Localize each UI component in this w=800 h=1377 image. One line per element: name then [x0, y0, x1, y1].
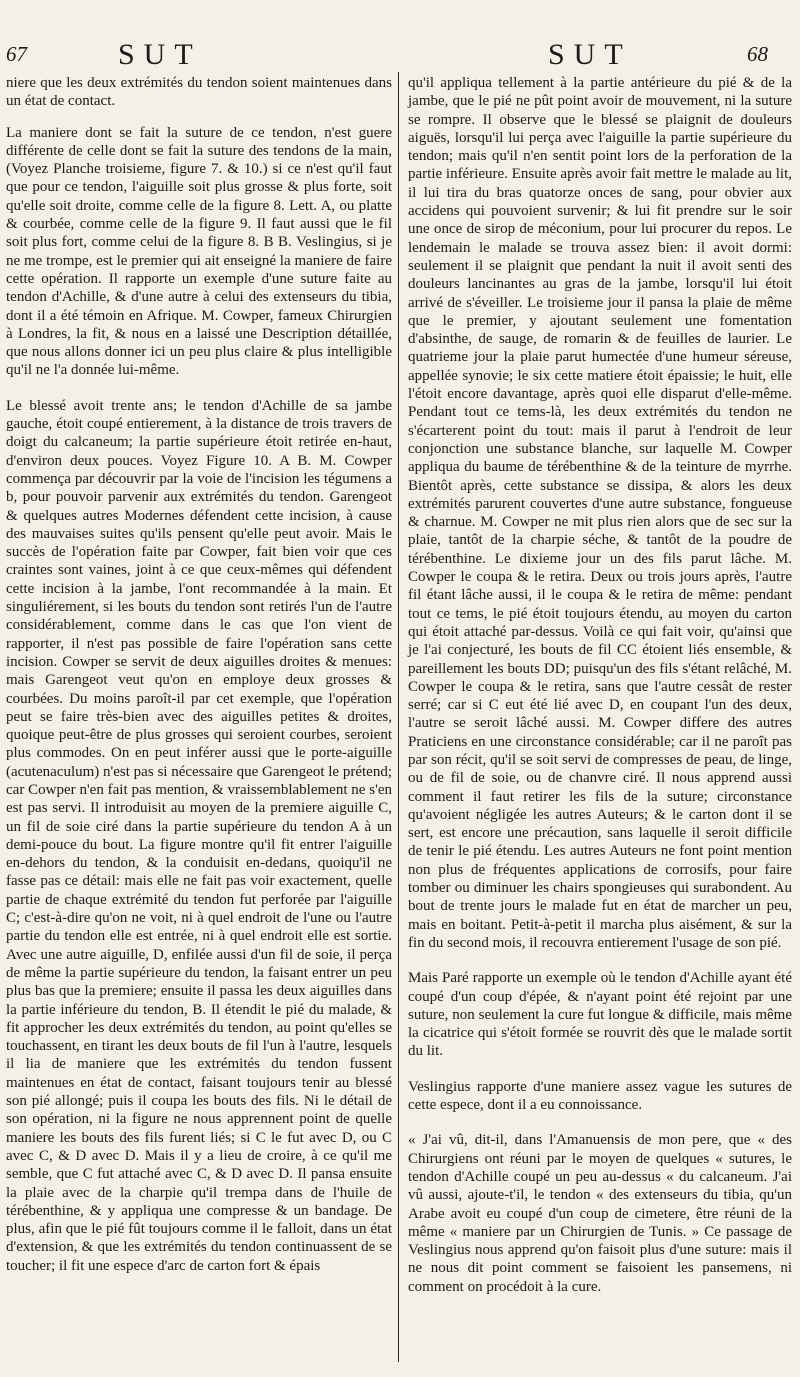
right-quotation: « J'ai vû, dit-il, dans l'Amanuensis de mon pere, que « des Chirurgiens ont réuni par le moyen de quelques « sutures, le tendon d'Achille coupé un peu au-dessus « du calcaneum. J'ai vû aussi, ajoute-t'il, le tendon « des extenseurs du tibia, qu'un Arabe avoit eu coupé d'un coup de cimetere, être réuni de la même « maniere par un Chirurgien de Tunis. » Ce passage de Veslingius nous apprend qu'on faisoit plus d'une suture: mais il ne nous dit point comment se faisoient les pansemens, ni comment on procédoit à la cure.	[408, 1132, 792, 1295]
page-header	[0, 38, 800, 78]
left-running-head: SUT	[118, 38, 202, 71]
right-running-head: SUT	[548, 38, 632, 71]
left-paragraph-3: Le blessé avoit trente ans; le tendon d'Achille de sa jambe gauche, étoit coupé entierement, à la distance de trois travers de doigt du calcaneum; la partie supérieure étoit retirée en-haut, d'environ deux pouces. Voyez Figure 10. A B. M. Cowper commença par découvrir par la voie de l'incision les tégumens a b, pour pouvoir parvenir aux extrémités du tendon. Garengeot & quelques autres Modernes défendent cette incision, à cause des mauvaises suites qu'ils pensent qu'elle peut avoir. Mais le succès de l'opération faite par Cowper, fait bien voir que ces craintes sont vaines, joint à ce que ceux-mêmes qui défendent cette incision à la jambe, l'ont recommandée à la main. Et singuliérement, si les bouts du tendon sont retirés l'un de l'autre considérablement, comme dans le cas que l'on vient de rapporter, il n'est pas possible de faire l'opération sans cette incision. Cowper se servit de deux aiguilles droites & menues: mais Garengeot veut qu'on en employe deux grosses & courbées. Du moins paroît-il par cet exemple, que l'opération peut se faire très-bien avec des aiguilles petites & droites, quoique peut-être de plus grosses qui seroient courbes, seroient plus commodes. On en peut inférer aussi que le porte-aiguille (acutenaculum) n'est pas si nécessaire que Garengeot le prétend; car Cowper n'en fait pas mention, & vraissemblablement ne s'en est pas servi. Il introduisit au moyen de la premiere aiguille C, un fil de soie ciré dans la partie supérieure du tendon A à un demi-pouce du bout. La figure montre qu'il fit entrer l'aiguille en-dehors du tendon, & la conduisit en-dedans, quoiqu'il ne fasse pas ce détail: mais elle ne fait pas voir exactement, quelle partie de chaque extrémité du tendon fut perforée par l'aiguille C; c'est-à-dire qu'on ne voit, ni à quel endroit de l'une ou l'autre partie du tendon elle est entrée, ni à quel endroit elle est sortie. Avec une autre aiguille, D, enfilée aussi d'un fil de soie, il perça de même la partie supérieure du tendon, la faisant entrer un peu plus bas que la premiere; ensuite il passa les deux aiguilles dans la partie inférieure du tendon, B. Il étendit le pié du malade, & fit approcher les deux extrémités du tendon, au point qu'elles se touchassent, en tirant les deux bouts de fil l'un à l'autre, lesquels il lia de maniere que les extrémités du tendon fussent maintenues en état de contact, faisant toujours tenir au blessé son pié allongé; puis il coupa les bouts des fils. Ni le détail de son opération, ni la figure ne nous apprennent point de quelle maniere les bouts des fils furent liés; si C le fut avec D, ou C avec C, & D avec D. Mais il y a lieu de croire, à ce qu'il me semble, que C fut attaché avec C, & D avec D. Il pansa ensuite la plaie avec de la charpie qu'il trempa dans de l'huile de térébenthine, & y appliqua une compresse & un bandage. De plus, afin que le pié fût toujours comme il le falloit, dans un état d'extension, & que les extrémités du tendon continuassent de se toucher; il fit une espece d'arc de carton fort & épais	[6, 397, 392, 1274]
right-paragraph-2: Mais Paré rapporte un exemple où le tendon d'Achille ayant été coupé d'un coup d'épée, & n'ayant point été rejoint par une suture, non seulement la cure fut longue & difficile, mais même la cicatrice qui s'étoit formée se rouvrit dès que le malade sortit du lit.	[408, 970, 792, 1060]
left-paragraph-2: La maniere dont se fait la suture de ce tendon, n'est guere différente de celle dont se fait la suture des tendons de la main, (Voyez Planche troisieme, figure 7. & 10.) si ce n'est qu'il faut que pour ce tendon, l'aiguille soit plus grosse & plus forte, soit qu'elle soit droite, comme celle de la figure 8. Lett. A, ou platte & courbée, comme celle de la figure 9. Il faut aussi que le fil soit plus fort, comme celui de la figure 8. B B. Veslingius, si je ne me trompe, est le premier qui ait enseigné la maniere de faire cette opération. Il rapporte un exemple d'une suture faite au tendon d'Achille, & d'une autre à celui des extenseurs du tibia, dont il a été témoin en Afrique. M. Cowper, fameux Chirurgien à Londres, la fit, & nous en a laissé une Description détaillée, que nous allons donner ici un peu plus claire & plus intelligible qu'il ne l'a donnée lui-même.	[6, 124, 392, 379]
right-page-number: 68	[747, 42, 768, 66]
right-paragraph-3: Veslingius rapporte d'une maniere assez vague les sutures de cette espece, dont il a eu connoissance.	[408, 1078, 792, 1114]
left-page-number: 67	[6, 42, 27, 66]
right-column	[408, 74, 792, 1296]
left-paragraph-1: niere que les deux extrémités du tendon soient maintenues dans un état de contact.	[6, 75, 392, 110]
left-column	[6, 74, 392, 1292]
right-paragraph-1: qu'il appliqua tellement à la partie antérieure du pié & de la jambe, que le pié ne pût point avoir de mouvement, ni la suture se rompre. Il observe que le blessé se plaignit de douleurs aiguës, lorsqu'il lui perça avec l'aiguille la partie supérieure du tendon; mais qu'il n'en sentit point lors de la perforation de la partie inférieure. Ensuite après avoir fait mettre le malade au lit, il lui tira du bras quatorze onces de sang, pour obvier aux accidens qui pouvoient survenir; & lui fit prendre sur le soir une once de sirop de méconium, pour lui procurer du repos. Le lendemain le malade se trouva assez bien: il avoit dormi: seulement il se plaignit que pendant la nuit il avoit senti des douleurs lancinantes au gras de la jambe, lorsqu'il lui étoit arrivé de s'éveiller. Le troisieme jour il pansa la plaie de même que le premier, y ajoutant seulement une fomentation d'absinthe, de sauge, de romarin & de feuilles de laurier. Le quatrieme jour la plaie parut humectée d'une humeur séreuse, appellée synovie; le six cette matiere étoit épaissie; le huit, elle l'étoit encore davantage, après quoi elle disparut d'elle-même. Pendant tout ce tems-là, les deux extrémités du tendon ne s'écarterent point du tout: mais il parut à l'endroit de leur conjonction une substance blanche, sur laquelle M. Cowper appliqua du baume de térébenthine & de la teinture de myrrhe. Bientôt après, cette substance se dissipa, & alors les deux extrémités parurent couvertes d'une autre substance, fongueuse & charnue. M. Cowper ne mit plus rien alors que de sec sur la plaie, tantôt de la charpie séche, & tantôt de la poudre de térébenthine. Le dixieme jour un des fils parut lâche. M. Cowper le coupa & le retira. Deux ou trois jours après, l'autre fil étant lâche aussi, il le coupa & le retira de même: pendant tout ce tems, le pié étoit toujours étendu, au moyen du carton qui étoit attaché par-dessus. Voilà ce qui fait voir, qu'ainsi que je l'ai conjecturé, les bouts de fil CC étoient liés ensemble, & pareillement les bouts DD; puisqu'un des fils s'étant relâché, M. Cowper le coupa & le retira, sans que l'autre cessât de rester serré; car si C eut été lié avec D, en coupant l'un des deux, l'autre se seroit lâché aussi. M. Cowper differe des autres Praticiens en une circonstance considérable; car il ne paroît pas par son récit, qu'il se soit servi de compresses de peau, de linge, ou de fil de soie, ou de chanvre ciré. Il nous apprend aussi comment il faut retirer les fils de la suture; circonstance qu'avoient négligée les autres Auteurs; & le carton dont il se sert, est encore une précaution, sans laquelle il seroit difficile de tenir le pié étendu. Les autres Auteurs ne font point mention non plus de fréquentes applications de corrosifs, pour faire tomber ou diminuer les chairs spongieuses qui surabondent. Au bout de trente jours le malade fut en état de marcher un peu, mais en boitant. Petit-à-petit il marcha plus aisément, & sur la fin du second mois, il recouvra entierement l'usage de son pié.	[408, 75, 792, 951]
column-divider	[398, 72, 399, 1362]
